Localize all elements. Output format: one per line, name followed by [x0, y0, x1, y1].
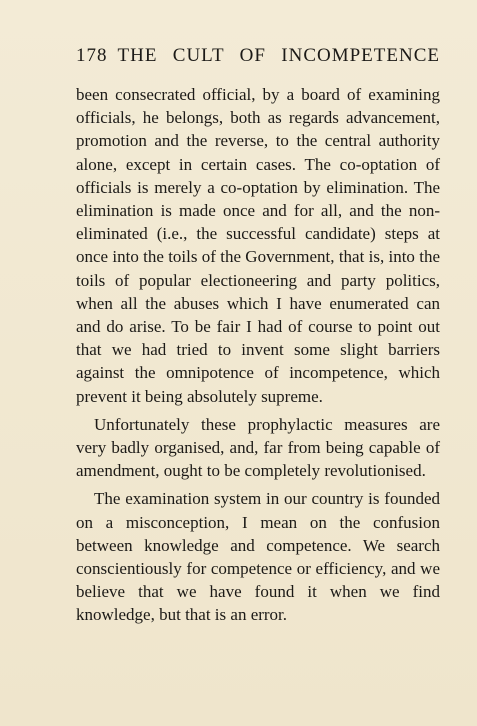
paragraph: The examination system in our country is founded on a misconception, I mean on the confusion between knowledge and competence. We search conscientiously for competence or efficiency, and we believe that we have found it when we find knowledge, but that is an error. [76, 489, 440, 625]
running-head [76, 44, 440, 68]
paragraph: Unfortunately these prophylactic measures are very badly organised, and, far from being capable of amendment, ought to be completely revolutionised. [76, 414, 440, 481]
running-title: THE CULT OF INCOMPETENCE [117, 45, 440, 66]
body-text [76, 83, 440, 627]
paragraph: been consecrated official, by a board of examining officials, he belongs, both as regards advancement, promotion and the reverse, to the central authority alone, except in certain cases. The co-optation of officials is merely a co-optation by elimination. The elimination is made once and for all, and the non-eliminated (i.e., the successful candidate) steps at once into the toils of the Government, that is, into the toils of popular electioneering and party politics, when all the abuses which I have enumerated can and do arise. To be fair I had of course to point out that we had tried to invent some slight barriers against the omnipotence of incompetence, which prevent it being absolutely supreme. [76, 85, 440, 406]
page-number: 178 [76, 45, 108, 66]
